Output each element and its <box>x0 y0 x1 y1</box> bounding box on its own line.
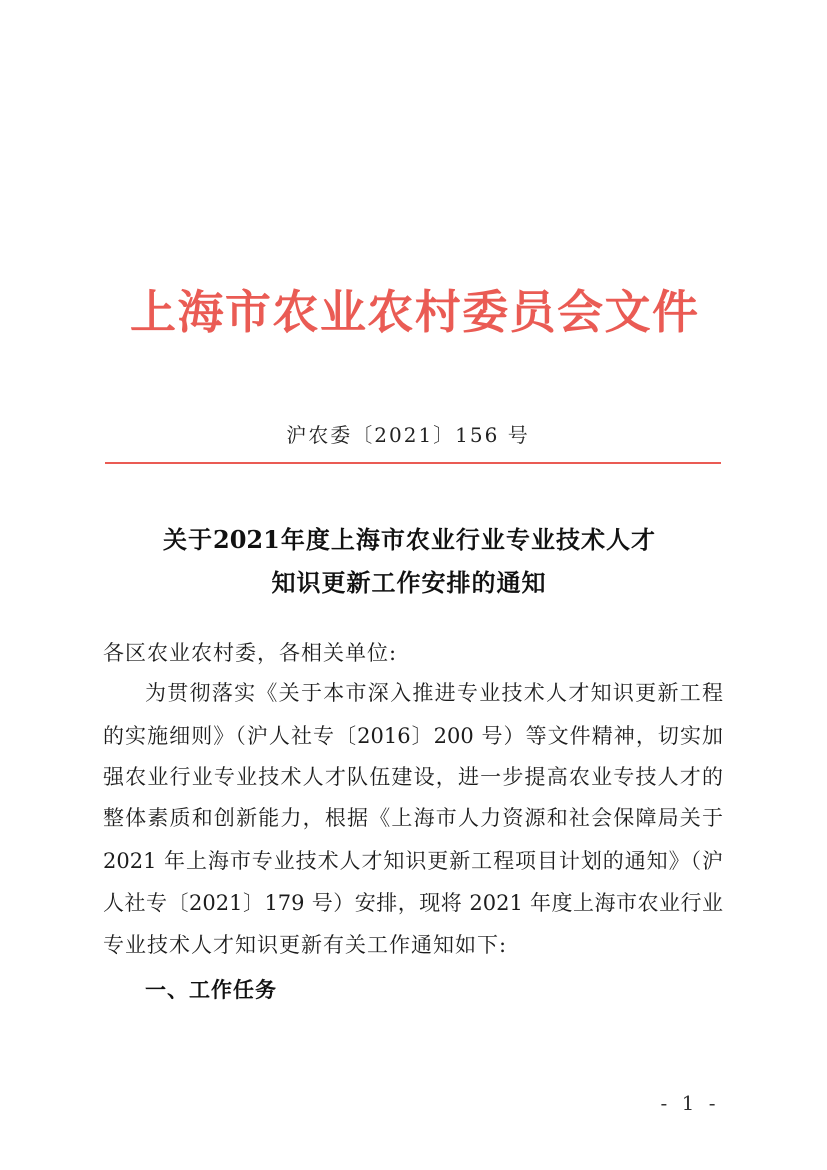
body-line: 2021 年上海市专业技术人才知识更新工程项目计划的通知》（沪 <box>103 849 723 873</box>
page-number: - 1 - <box>660 1091 720 1115</box>
body-line: 强农业行业专业技术人才队伍建设，进一步提高农业专技人才的 <box>103 765 723 789</box>
document-issuer-title: 上海市农业农村委员会文件 <box>130 285 698 339</box>
body-line: 的实施细则》（沪人社专〔2016〕200 号）等文件精神，切实加 <box>103 724 723 748</box>
body-line: 为贯彻落实《关于本市深入推进专业技术人才知识更新工程 <box>145 681 723 705</box>
notice-title-line-1: 关于2021年度上海市农业行业专业技术人才 <box>163 525 655 554</box>
notice-title-line-2: 知识更新工作安排的通知 <box>271 568 547 597</box>
salutation: 各区农业农村委，各相关单位: <box>103 641 398 665</box>
section-heading: 一、工作任务 <box>145 978 277 1002</box>
red-divider-line <box>105 462 721 464</box>
body-line: 整体素质和创新能力，根据《上海市人力资源和社会保障局关于 <box>103 806 723 830</box>
body-line: 专业技术人才知识更新有关工作通知如下: <box>103 933 508 957</box>
body-line: 人社专〔2021〕179 号）安排，现将 2021 年度上海市农业行业 <box>103 891 723 915</box>
document-number: 沪农委〔2021〕156 号 <box>286 423 530 447</box>
